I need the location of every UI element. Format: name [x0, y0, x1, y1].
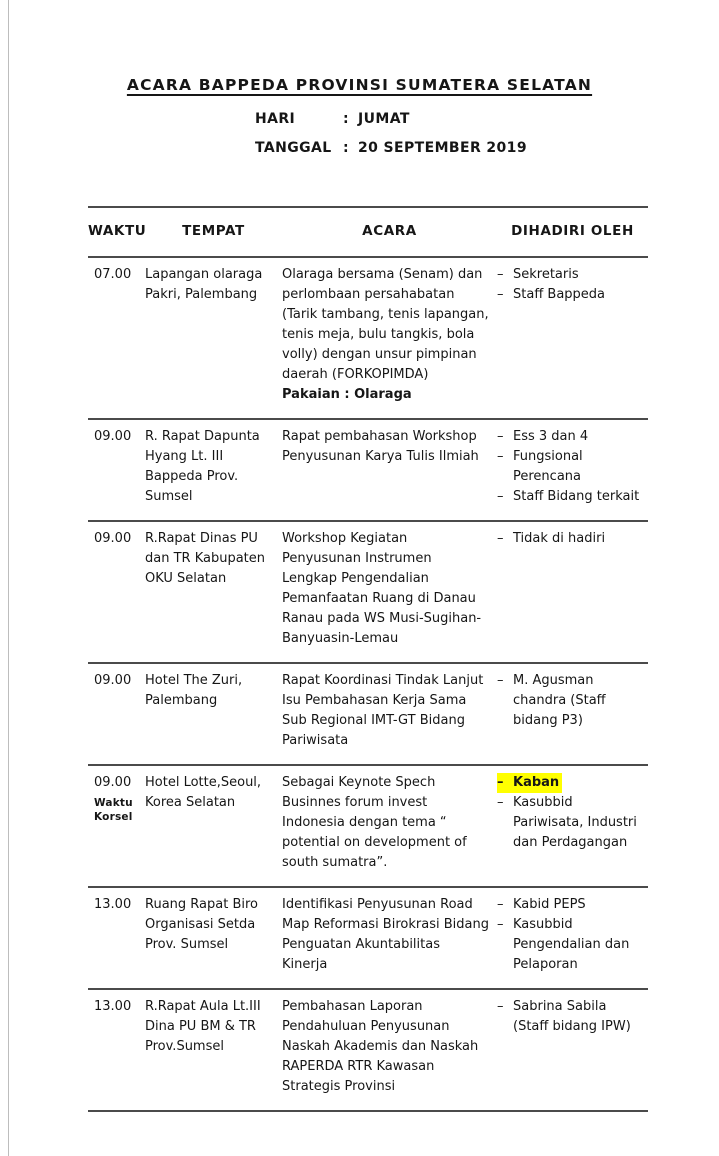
cell-acara — [282, 521, 497, 663]
cell-tempat — [145, 419, 282, 521]
time-value: 13.00 — [94, 999, 132, 1014]
info-row-tanggal — [255, 140, 719, 156]
place-text: R.Rapat Aula Lt.III Dina PU BM & TR Prov.Sumsel — [145, 999, 261, 1054]
cell-dihadiri — [497, 257, 648, 419]
cell-waktu — [88, 521, 145, 663]
dash-bullet: – — [497, 673, 504, 688]
attendee-list — [497, 895, 640, 975]
time-value: 09.00 — [94, 531, 132, 546]
event-text: Identifikasi Penyusunan Road Map Reformasi Birokrasi Bidang Penguatan Akuntabilitas Kinerja — [282, 897, 489, 972]
cell-dihadiri — [497, 989, 648, 1111]
header-row — [88, 207, 648, 257]
schedule-table-body — [88, 257, 648, 1111]
cell-acara — [282, 887, 497, 989]
dash-bullet: – — [497, 267, 504, 282]
event-text: Pembahasan Laporan Pendahuluan Penyusunan Naskah Akademis dan Naskah RAPERDA RTR Kawasan Strategis Provinsi — [282, 999, 479, 1094]
attendee-item — [497, 773, 562, 793]
attendee-list — [497, 671, 640, 731]
attendee-list — [497, 427, 640, 507]
dash-bullet: – — [497, 897, 504, 912]
cell-dihadiri — [497, 663, 648, 765]
page-title: ACARA BAPPEDA PROVINSI SUMATERA SELATAN — [126, 76, 593, 94]
attendee-name: Staff Bidang terkait — [513, 489, 640, 504]
table-row — [88, 521, 648, 663]
cell-tempat — [145, 257, 282, 419]
cell-tempat — [145, 521, 282, 663]
cell-dihadiri — [497, 419, 648, 521]
attendee-list — [497, 773, 640, 853]
info-value: 20 SEPTEMBER 2019 — [358, 140, 527, 156]
time-value: 07.00 — [94, 267, 132, 282]
dash-bullet: – — [497, 429, 504, 444]
table-row — [88, 419, 648, 521]
dash-bullet: – — [497, 795, 504, 810]
info-colon: : — [343, 111, 349, 127]
place-text: R. Rapat Dapunta Hyang Lt. III Bappeda Prov. Sumsel — [145, 429, 260, 504]
attendee-list — [497, 997, 640, 1037]
attendee-item — [497, 915, 640, 975]
info-label: HARI — [255, 111, 296, 127]
event-text: Workshop Kegiatan Penyusunan Instrumen Lengkap Pengendalian Pemanfaatan Ruang di Danau Ranau pada WS Musi-Sugihan-Banyuasin-Lemau — [282, 531, 482, 646]
dash-bullet: – — [497, 531, 504, 546]
event-text: Rapat pembahasan Workshop Penyusunan Karya Tulis Ilmiah — [282, 429, 479, 464]
cell-tempat — [145, 663, 282, 765]
place-text: Hotel Lotte,Seoul, Korea Selatan — [145, 775, 262, 810]
attendee-name: Sekretaris — [513, 267, 579, 282]
attendee-name: Fungsional Perencana — [513, 449, 583, 484]
info-colon: : — [343, 140, 349, 156]
attendee-item — [497, 285, 640, 305]
header-dihadiri-oleh: DIHADIRI OLEH — [497, 207, 648, 257]
dash-bullet: – — [497, 449, 504, 464]
time-value: 09.00 — [94, 429, 132, 444]
cell-dihadiri — [497, 521, 648, 663]
scan-edge-line — [8, 0, 9, 1156]
cell-tempat — [145, 765, 282, 887]
attendee-name: Kasubbid Pengendalian dan Pelaporan — [513, 917, 630, 972]
place-text: R.Rapat Dinas PU dan TR Kabupaten OKU Selatan — [145, 531, 266, 586]
cell-tempat — [145, 887, 282, 989]
cell-acara — [282, 257, 497, 419]
cell-acara — [282, 989, 497, 1111]
schedule-table — [88, 206, 648, 1112]
cell-acara — [282, 663, 497, 765]
info-row-hari — [255, 111, 719, 127]
attendee-name: Ess 3 dan 4 — [513, 429, 589, 444]
time-value: 09.00 — [94, 775, 132, 790]
table-row — [88, 257, 648, 419]
table-row — [88, 765, 648, 887]
cell-acara — [282, 419, 497, 521]
dash-bullet: – — [497, 489, 504, 504]
table-header — [88, 207, 648, 257]
event-bold-note: Pakaian : Olaraga — [282, 387, 412, 402]
place-text: Ruang Rapat Biro Organisasi Setda Prov. Sumsel — [145, 897, 258, 952]
place-text: Hotel The Zuri, Palembang — [145, 673, 243, 708]
attendee-item — [497, 997, 640, 1037]
attendee-item — [497, 895, 640, 915]
place-text: Lapangan olaraga Pakri, Palembang — [145, 267, 263, 302]
time-value: 13.00 — [94, 897, 132, 912]
header-acara: ACARA — [282, 207, 497, 257]
attendee-item — [497, 793, 640, 853]
info-block — [255, 111, 719, 156]
attendee-item — [497, 529, 640, 549]
cell-dihadiri — [497, 765, 648, 887]
cell-acara — [282, 765, 497, 887]
dash-bullet: – — [497, 775, 504, 790]
cell-waktu — [88, 419, 145, 521]
attendee-item — [497, 427, 640, 447]
attendee-item — [497, 671, 640, 731]
attendee-name: Tidak di hadiri — [513, 531, 606, 546]
time-note: Waktu Korsel — [94, 797, 133, 823]
attendee-item — [497, 487, 640, 507]
attendee-name: Kabid PEPS — [513, 897, 586, 912]
attendee-item — [497, 265, 640, 285]
info-label: TANGGAL — [255, 140, 332, 156]
cell-waktu — [88, 257, 145, 419]
dash-bullet: – — [497, 999, 504, 1014]
cell-tempat — [145, 989, 282, 1111]
event-text: Rapat Koordinasi Tindak Lanjut Isu Pembahasan Kerja Sama Sub Regional IMT-GT Bidang Pariwisata — [282, 673, 484, 748]
attendee-list — [497, 265, 640, 305]
attendee-name: M. Agusman chandra (Staff bidang P3) — [513, 673, 606, 728]
attendee-name: Sabrina Sabila (Staff bidang IPW) — [513, 999, 631, 1034]
event-text: Sebagai Keynote Spech Businnes forum invest Indonesia dengan tema “ potential on development of south sumatra”. — [282, 775, 467, 870]
cell-waktu — [88, 765, 145, 887]
attendee-name: Kaban — [513, 775, 560, 790]
dash-bullet: – — [497, 917, 504, 932]
attendee-name: Kasubbid Pariwisata, Industri dan Perdagangan — [513, 795, 637, 850]
table-row — [88, 887, 648, 989]
cell-waktu — [88, 663, 145, 765]
header-waktu: WAKTU — [88, 207, 145, 257]
table-row — [88, 989, 648, 1111]
cell-waktu — [88, 887, 145, 989]
table-row — [88, 663, 648, 765]
attendee-list — [497, 529, 640, 549]
cell-dihadiri — [497, 887, 648, 989]
attendee-item — [497, 447, 640, 487]
header-tempat: TEMPAT — [145, 207, 282, 257]
info-value: JUMAT — [358, 111, 410, 127]
event-text: Olaraga bersama (Senam) dan perlombaan persahabatan (Tarik tambang, tenis lapangan, tenis meja, bulu tangkis, bola volly) dengan unsur pimpinan daerah (FORKOPIMDA) — [282, 267, 489, 382]
attendee-name: Staff Bappeda — [513, 287, 606, 302]
cell-waktu — [88, 989, 145, 1111]
time-value: 09.00 — [94, 673, 132, 688]
dash-bullet: – — [497, 287, 504, 302]
